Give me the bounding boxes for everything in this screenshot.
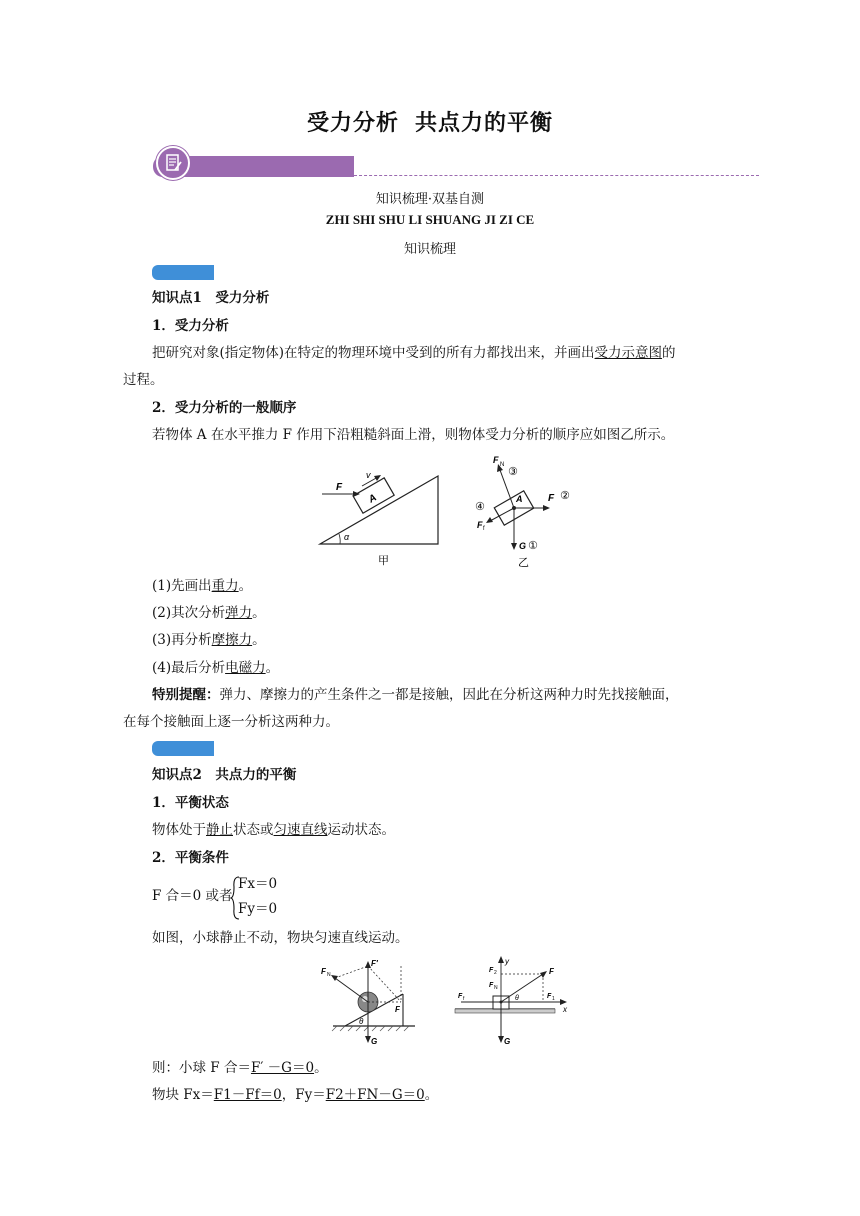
kp1-s1-text — [152, 343, 772, 365]
kp1-s1-text-b: 的 — [662, 345, 676, 361]
title-part2: 共点力的平衡 — [415, 111, 554, 136]
svg-text:F: F — [548, 493, 555, 504]
svg-text:1: 1 — [552, 996, 555, 1002]
special-note — [152, 685, 747, 707]
kp2-tag — [152, 741, 214, 756]
svg-text:G: G — [519, 541, 527, 551]
svg-text:f: f — [463, 996, 465, 1002]
kp1-s2-title: 2．受力分析的一般顺序 — [152, 400, 297, 416]
svg-text:α: α — [344, 532, 350, 542]
svg-text:x: x — [563, 1005, 567, 1014]
svg-text:②: ② — [560, 490, 570, 502]
svg-text:F′: F′ — [371, 959, 378, 968]
note-text-a: 弹力、摩擦力的产生条件之一都是接触，因此在分析这两种力时先找接触面， — [219, 687, 679, 703]
svg-text:①: ① — [528, 540, 538, 552]
section-pinyin: ZHI SHI SHU LI SHUANG JI ZI CE — [325, 212, 535, 227]
step-2: (2)其次分析弹力。 — [152, 605, 266, 621]
fig-yi-label: 乙 — [518, 557, 529, 569]
svg-text:F: F — [547, 993, 552, 1000]
kp1-s2-text: 若物体 A 在水平推力 F 作用下沿粗糙斜面上滑，则物体受力分析的顺序应如图乙所示。 — [152, 427, 675, 443]
kp1-s1-underline: 受力示意图 — [594, 345, 663, 361]
cond-left: F 合＝0 或者 — [152, 888, 233, 904]
notes-icon — [156, 146, 190, 180]
svg-text:f: f — [483, 526, 485, 532]
kp1-s1-text-c: 过程。 — [123, 372, 164, 388]
fig-caption: 如图，小球静止不动，物块匀速直线运动。 — [152, 930, 409, 946]
svg-text:F: F — [477, 520, 483, 530]
svg-text:N: N — [500, 462, 505, 468]
svg-text:θ: θ — [359, 1017, 364, 1026]
svg-text:N: N — [327, 972, 331, 978]
svg-text:F: F — [493, 455, 499, 465]
svg-text:θ: θ — [515, 995, 519, 1002]
svg-text:N: N — [494, 985, 498, 991]
step-4: (4)最后分析电磁力。 — [152, 660, 280, 676]
svg-text:G: G — [371, 1037, 378, 1046]
svg-text:F: F — [395, 1005, 400, 1014]
svg-text:2: 2 — [494, 970, 497, 976]
kp1-s1-text-a: 把研究对象(指定物体)在特定的物理环境中受到的所有力都找出来，并画出 — [152, 345, 595, 361]
force-diagram-ball-block — [315, 952, 575, 1052]
svg-text:F: F — [336, 482, 343, 493]
svg-text:v: v — [366, 470, 371, 480]
kp1-s1-title: 1．受力分析 — [152, 318, 229, 334]
step-1: (1)先画出重力。 — [152, 578, 253, 594]
section-title: 知识梳理·双基自测 — [375, 192, 485, 207]
kp2-s2-title: 2．平衡条件 — [152, 850, 229, 866]
kp2-s1-title: 1．平衡状态 — [152, 795, 229, 811]
title-part1: 受力分析 — [306, 111, 399, 136]
banner-divider — [354, 175, 759, 176]
svg-text:④: ④ — [475, 501, 485, 513]
cond-y: Fy＝0 — [238, 901, 278, 917]
svg-text:F: F — [549, 967, 554, 976]
kp2-s1-text: 物体处于静止状态或匀速直线运动状态。 — [152, 822, 395, 838]
svg-text:F: F — [458, 993, 463, 1000]
svg-text:F: F — [489, 967, 494, 974]
ball-equation: 则：小球 F 合＝F′ －G＝0。 — [152, 1060, 328, 1076]
special-note-cont: 在每个接触面上逐一分析这两种力。 — [123, 714, 339, 730]
note-label: 特别提醒： — [152, 687, 220, 703]
svg-text:F: F — [321, 967, 326, 976]
svg-text:A: A — [366, 492, 379, 506]
svg-text:A: A — [516, 494, 523, 504]
section-subtitle: 知识梳理 — [403, 242, 456, 257]
svg-text:F: F — [489, 982, 494, 989]
block-equation: 物块 Fx＝F1－Ff＝0，Fy＝F2＋FN－G＝0。 — [152, 1087, 439, 1103]
step-3: (3)再分析摩擦力。 — [152, 632, 266, 648]
kp1-tag — [152, 265, 214, 280]
fig-jia-label: 甲 — [378, 555, 389, 567]
svg-text:G: G — [504, 1037, 511, 1046]
kp1-heading: 知识点1 受力分析 — [152, 290, 270, 306]
page-title — [0, 106, 860, 137]
cond-x: Fx＝0 — [238, 876, 278, 892]
kp2-heading: 知识点2 共点力的平衡 — [152, 767, 297, 783]
svg-text:y: y — [505, 957, 509, 966]
force-diagram-jia-yi — [300, 448, 600, 573]
svg-text:③: ③ — [508, 466, 518, 478]
